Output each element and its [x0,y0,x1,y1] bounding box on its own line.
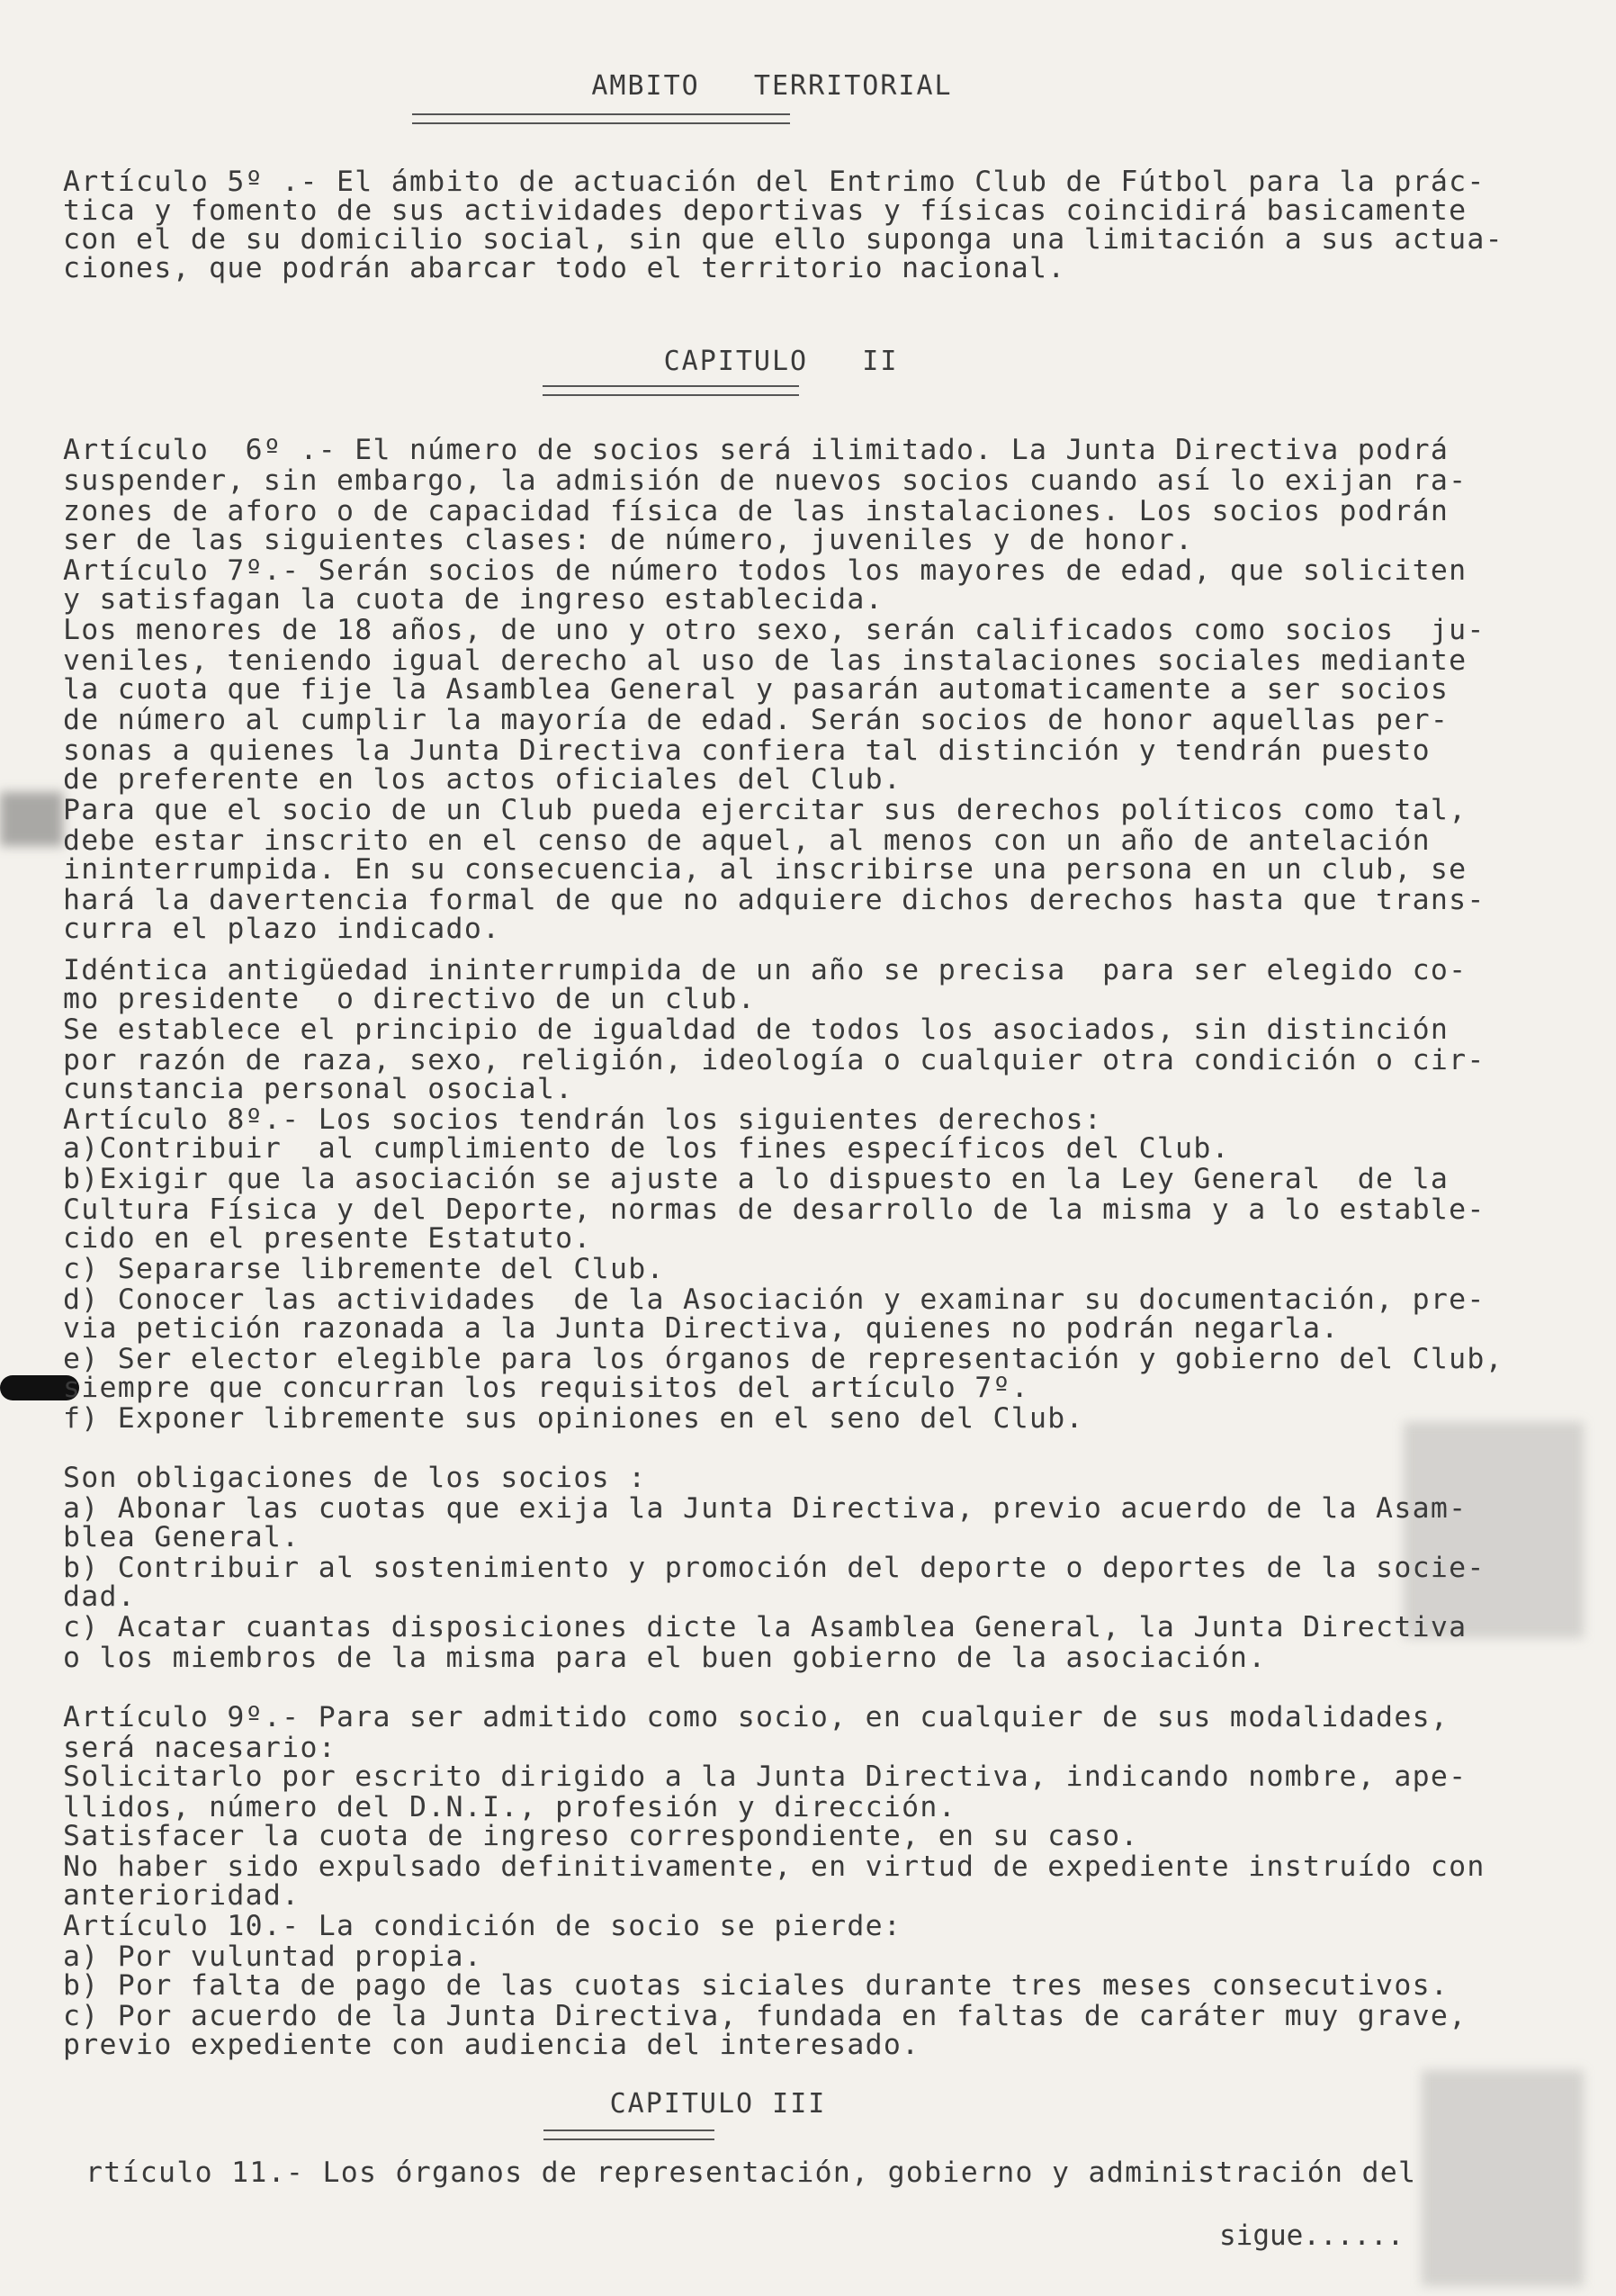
text-line: mo presidente o directivo de un club. [63,983,757,1015]
text-line: e) Ser elector elegible para los órganos de representación y gobierno del Club, [63,1343,1504,1375]
text-line: d) Conocer las actividades de la Asociación y examinar su documentación, pre- [63,1283,1486,1316]
text-line: hará la davertencia formal de que no adquiere dichos derechos hasta que trans- [63,884,1486,916]
text-line: Artículo 6º .- El número de socios será ilimitado. La Junta Directiva podrá [63,434,1450,466]
scan-smudge [0,792,63,846]
text-line: a) Abonar las cuotas que exija la Junta Directiva, previo acuerdo de la Asam- [63,1492,1468,1525]
text-line: curra el plazo indicado. [63,913,501,945]
text-line: tica y fomento de sus actividades deportivas y físicas coincidirá basicamente [63,194,1468,227]
text-line: Artículo 9º.- Para ser admitido como socio, en cualquier de sus modalidades, [63,1701,1450,1733]
text-line: c) Acatar cuantas disposiciones dicte la Asamblea General, la Junta Directiva [63,1611,1468,1643]
text-line: a) Por vuluntad propia. [63,1940,483,1973]
text-line: y satisfagan la cuota de ingreso establecida. [63,583,884,616]
text-line: Artículo 8º.- Los socios tendrán los siguientes derechos: [63,1103,1103,1136]
text-line: rtículo 11.- Los órganos de representación, gobierno y administración del [85,2156,1417,2189]
heading-underline [412,113,790,124]
text-line: Satisfacer la cuota de ingreso correspondiente, en su caso. [63,1820,1139,1852]
text-line: la cuota que fije la Asamblea General y pasarán automaticamente a ser socios [63,673,1450,706]
text-line: b)Exigir que la asociación se ajuste a lo dispuesto en la Ley General de la [63,1163,1450,1195]
text-line: por razón de raza, sexo, religión, ideología o cualquier otra condición o cir- [63,1044,1486,1076]
heading-ambito-territorial: AMBITO TERRITORIAL [591,70,953,102]
text-line: c) Separarse libremente del Club. [63,1253,665,1285]
text-line: cido en el presente Estatuto. [63,1222,592,1255]
text-line: a)Contribuir al cumplimiento de los fines específicos del Club. [63,1132,1230,1165]
text-line: de número al cumplir la mayoría de edad. Serán socios de honor aquellas per- [63,704,1450,736]
text-line: Se establece el principio de igualdad de todos los asociados, sin distinción [63,1013,1450,1046]
text-line: será nacesario: [63,1732,337,1764]
text-line: Cultura Física y del Deporte, normas de desarrollo de la misma y a lo estable- [63,1193,1486,1226]
heading-capitulo-iii: CAPITULO III [609,2088,827,2120]
text-line: ciones, que podrán abarcar todo el territorio nacional. [63,252,1066,284]
text-line: siempre que concurran los requisitos del artículo 7º. [63,1372,1030,1404]
text-line: o los miembros de la misma para el buen gobierno de la asociación. [63,1642,1267,1674]
text-line: dad. [63,1580,137,1613]
text-line: blea General. [63,1521,301,1553]
text-line: b) Por falta de pago de las cuotas siciales durante tres meses consecutivos. [63,1969,1450,2002]
text-line: Solicitarlo por escrito dirigido a la Junta Directiva, indicando nombre, ape- [63,1760,1468,1793]
text-line: Idéntica antigüedad ininterrumpida de un año se precisa para ser elegido co- [63,954,1468,986]
continuation-note: sigue...... [1219,2219,1405,2252]
text-line: No haber sido expulsado definitivamente, en virtud de expediente instruído con [63,1850,1486,1883]
text-line: Para que el socio de un Club pueda ejercitar sus derechos políticos como tal, [63,794,1468,826]
text-line: anterioridad. [63,1879,301,1912]
text-line: veniles, teniendo igual derecho al uso de las instalaciones sociales mediante [63,644,1468,677]
scan-smudge [1404,1422,1584,1638]
text-line: llidos, número del D.N.I., profesión y dirección. [63,1791,956,1823]
text-line: zones de aforo o de capacidad física de las instalaciones. Los socios podrán [63,495,1450,527]
text-line: de preferente en los actos oficiales del Club. [63,763,902,796]
text-line: Artículo 5º .- El ámbito de actuación del Entrimo Club de Fútbol para la prác- [63,166,1486,198]
text-line: f) Exponer libremente sus opiniones en el seno del Club. [63,1402,1084,1435]
text-line: Artículo 10.- La condición de socio se pierde: [63,1910,902,1942]
text-line: c) Por acuerdo de la Junta Directiva, fundada en faltas de caráter muy grave, [63,2000,1468,2032]
text-line: debe estar inscrito en el censo de aquel, al menos con un año de antelación [63,824,1431,857]
heading-capitulo-ii: CAPITULO II [663,346,899,377]
text-line: b) Contribuir al sostenimiento y promoción del deporte o deportes de la socie- [63,1552,1486,1584]
heading-underline [543,385,799,396]
text-line: ser de las siguientes clases: de número, juveniles y de honor. [63,524,1194,556]
text-line: ininterrumpida. En su consecuencia, al inscribirse una persona en un club, se [63,853,1468,886]
text-line: suspender, sin embargo, la admisión de nuevos socios cuando así lo exijan ra- [63,464,1468,497]
text-line: via petición razonada a la Junta Directiva, quienes no podrán negarla. [63,1312,1340,1345]
text-line: sonas a quienes la Junta Directiva confiera tal distinción y tendrán puesto [63,734,1431,767]
text-line: con el de su domicilio social, sin que ello suponga una limitación a sus actua- [63,223,1504,256]
text-line: previo expediente con audiencia del interesado. [63,2029,920,2061]
text-line: Los menores de 18 años, de uno y otro sexo, serán calificados como socios ju- [63,614,1486,646]
text-line: cunstancia personal osocial. [63,1073,574,1105]
heading-underline [543,2129,714,2140]
text-line: Artículo 7º.- Serán socios de número todos los mayores de edad, que soliciten [63,554,1468,587]
text-line: Son obligaciones de los socios : [63,1462,647,1494]
